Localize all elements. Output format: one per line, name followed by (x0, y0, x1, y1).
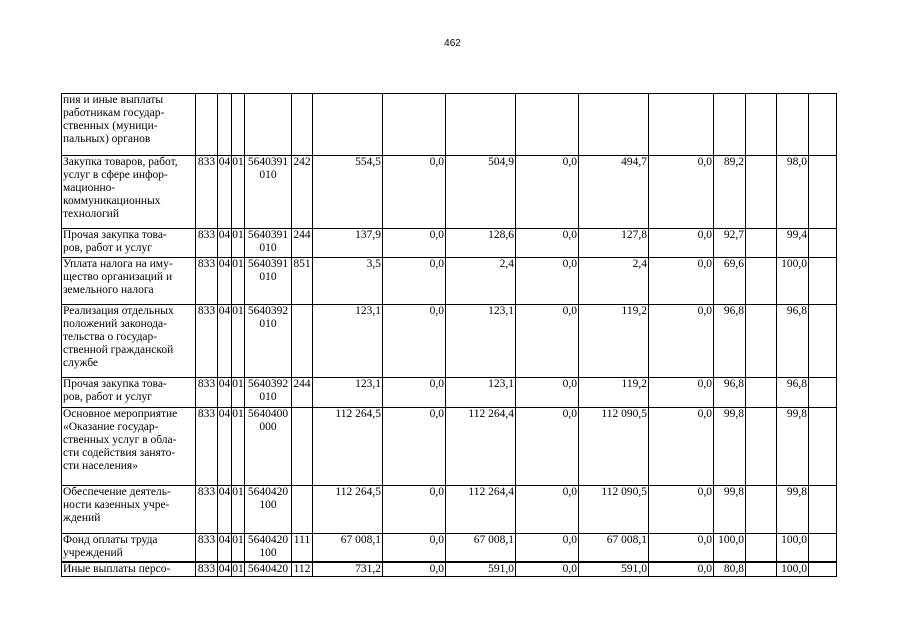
cell-value-6: 0,0 (649, 229, 714, 258)
cell-percent-2 (746, 408, 777, 486)
cell-value-3: 67 008,1 (446, 534, 516, 562)
cell-value-4: 0,0 (516, 534, 579, 562)
cell-value-5 (579, 94, 649, 156)
cell-value-1: 112 264,5 (313, 486, 383, 534)
cell-value-2: 0,0 (383, 534, 446, 562)
cell-value-3: 2,4 (446, 258, 516, 305)
cell-rz: 04 (218, 408, 232, 486)
table-row (62, 305, 837, 378)
cell-csr: 5640420 100 (245, 534, 292, 562)
table-row (62, 486, 837, 534)
cell-value-3: 128,6 (446, 229, 516, 258)
cell-value-2: 0,0 (383, 305, 446, 378)
cell-value-3 (446, 94, 516, 156)
row-name: Реализация отдельных положений законода- тельства о государ- ственной гражданской службе (62, 305, 196, 378)
cell-value-4: 0,0 (516, 562, 579, 577)
cell-value-6: 0,0 (649, 562, 714, 577)
cell-value-2: 0,0 (383, 258, 446, 305)
page-number: 462 (444, 38, 461, 49)
cell-vr: 112 (292, 562, 313, 577)
cell-blank (809, 486, 837, 534)
cell-value-4: 0,0 (516, 229, 579, 258)
table-row (62, 229, 837, 258)
cell-percent-3: 100,0 (777, 534, 809, 562)
cell-value-6: 0,0 (649, 258, 714, 305)
row-name: Фонд оплаты труда учреждений (62, 534, 196, 562)
cell-value-6: 0,0 (649, 486, 714, 534)
cell-value-1: 112 264,5 (313, 408, 383, 486)
cell-vr (292, 94, 313, 156)
cell-blank (809, 408, 837, 486)
table-row (62, 562, 837, 577)
cell-rz: 04 (218, 156, 232, 229)
row-name: Обеспечение деятель- ности казенных учре- ждений (62, 486, 196, 534)
cell-value-5: 591,0 (579, 562, 649, 577)
cell-grbs: 833 (196, 408, 218, 486)
cell-percent-1: 96,8 (714, 305, 746, 378)
cell-percent-2 (746, 378, 777, 408)
cell-value-4: 0,0 (516, 305, 579, 378)
cell-value-4: 0,0 (516, 408, 579, 486)
cell-vr: 851 (292, 258, 313, 305)
table-row (62, 534, 837, 562)
cell-value-5: 2,4 (579, 258, 649, 305)
row-name: Иные выплаты персо- (62, 562, 196, 577)
cell-value-1: 137,9 (313, 229, 383, 258)
cell-pr: 01 (232, 258, 245, 305)
cell-value-2: 0,0 (383, 378, 446, 408)
cell-percent-1 (714, 94, 746, 156)
cell-percent-1: 99,8 (714, 486, 746, 534)
cell-blank (809, 258, 837, 305)
cell-csr: 5640400 000 (245, 408, 292, 486)
cell-percent-3: 96,8 (777, 378, 809, 408)
cell-value-1: 123,1 (313, 305, 383, 378)
cell-percent-3: 100,0 (777, 562, 809, 577)
cell-rz: 04 (218, 229, 232, 258)
cell-percent-2 (746, 562, 777, 577)
cell-csr (245, 94, 292, 156)
cell-csr: 5640391 010 (245, 229, 292, 258)
cell-value-5: 112 090,5 (579, 486, 649, 534)
cell-value-2: 0,0 (383, 408, 446, 486)
cell-value-2: 0,0 (383, 229, 446, 258)
cell-value-3: 591,0 (446, 562, 516, 577)
cell-blank (809, 305, 837, 378)
cell-pr: 01 (232, 156, 245, 229)
cell-pr: 01 (232, 408, 245, 486)
cell-vr (292, 486, 313, 534)
cell-value-4: 0,0 (516, 486, 579, 534)
cell-pr: 01 (232, 486, 245, 534)
cell-value-4: 0,0 (516, 156, 579, 229)
cell-value-6: 0,0 (649, 156, 714, 229)
cell-percent-2 (746, 156, 777, 229)
row-name: Прочая закупка това- ров, работ и услуг (62, 378, 196, 408)
cell-percent-2 (746, 229, 777, 258)
row-name: Уплата налога на иму- щество организаций и земельного налога (62, 258, 196, 305)
cell-value-6: 0,0 (649, 305, 714, 378)
cell-percent-3 (777, 94, 809, 156)
table-row (62, 156, 837, 229)
cell-percent-1: 80,8 (714, 562, 746, 577)
cell-value-1: 123,1 (313, 378, 383, 408)
cell-percent-1: 69,6 (714, 258, 746, 305)
cell-grbs: 833 (196, 378, 218, 408)
cell-value-5: 494,7 (579, 156, 649, 229)
cell-pr: 01 (232, 305, 245, 378)
cell-rz: 04 (218, 378, 232, 408)
cell-percent-1: 100,0 (714, 534, 746, 562)
cell-value-2: 0,0 (383, 486, 446, 534)
cell-value-5: 67 008,1 (579, 534, 649, 562)
cell-value-4 (516, 94, 579, 156)
cell-percent-1: 96,8 (714, 378, 746, 408)
cell-percent-3: 98,0 (777, 156, 809, 229)
cell-value-1: 554,5 (313, 156, 383, 229)
cell-csr: 5640392 010 (245, 305, 292, 378)
cell-pr: 01 (232, 378, 245, 408)
cell-value-1: 731,2 (313, 562, 383, 577)
cell-blank (809, 229, 837, 258)
cell-percent-2 (746, 534, 777, 562)
cell-csr: 5640420 (245, 562, 292, 577)
cell-rz: 04 (218, 534, 232, 562)
row-name: Основное мероприятие «Оказание государ- ственных услуг в обла- сти содействия занято- сти населения» (62, 408, 196, 486)
cell-value-2: 0,0 (383, 156, 446, 229)
row-name: Закупка товаров, работ, услуг в сфере инфор- мационно- коммуникационных технологий (62, 156, 196, 229)
cell-grbs: 833 (196, 258, 218, 305)
cell-value-3: 123,1 (446, 305, 516, 378)
cell-value-1: 3,5 (313, 258, 383, 305)
cell-percent-1: 92,7 (714, 229, 746, 258)
cell-percent-2 (746, 258, 777, 305)
cell-percent-1: 89,2 (714, 156, 746, 229)
budget-table (61, 93, 837, 577)
cell-vr: 244 (292, 378, 313, 408)
cell-value-3: 112 264,4 (446, 408, 516, 486)
cell-value-4: 0,0 (516, 378, 579, 408)
cell-value-5: 119,2 (579, 305, 649, 378)
cell-grbs: 833 (196, 534, 218, 562)
cell-pr (232, 94, 245, 156)
cell-rz: 04 (218, 258, 232, 305)
cell-value-6: 0,0 (649, 534, 714, 562)
cell-percent-3: 96,8 (777, 305, 809, 378)
cell-percent-1: 99,8 (714, 408, 746, 486)
row-name: пия и иные выплаты работникам государ- ственных (муници- пальных) органов (62, 94, 196, 156)
cell-value-3: 112 264,4 (446, 486, 516, 534)
cell-percent-3: 99,4 (777, 229, 809, 258)
cell-value-3: 504,9 (446, 156, 516, 229)
cell-value-6 (649, 94, 714, 156)
cell-rz: 04 (218, 562, 231, 575)
cell-vr: 244 (292, 229, 313, 258)
cell-value-1 (313, 94, 383, 156)
cell-rz: 04 (218, 305, 232, 378)
cell-value-6: 0,0 (649, 378, 714, 408)
cell-csr: 5640391 010 (245, 156, 292, 229)
cell-blank (809, 156, 837, 229)
cell-csr: 5640392 010 (245, 378, 292, 408)
cell-vr (292, 305, 313, 378)
cell-value-2 (383, 94, 446, 156)
cell-grbs: 833 (196, 486, 218, 534)
cell-csr: 5640420 100 (245, 486, 292, 534)
table-row (62, 258, 837, 305)
cell-percent-3: 99,8 (777, 408, 809, 486)
table-row (62, 408, 837, 486)
cell-grbs: 833 (196, 562, 218, 577)
cell-pr: 01 (232, 534, 245, 562)
cell-percent-3: 100,0 (777, 258, 809, 305)
cell-percent-2 (746, 486, 777, 534)
cell-pr: 01 (232, 229, 245, 258)
cell-percent-2 (746, 94, 777, 156)
cell-value-3: 123,1 (446, 378, 516, 408)
cell-blank (809, 378, 837, 408)
cell-percent-2 (746, 305, 777, 378)
cell-rz: 04 (218, 486, 232, 534)
cell-rz (218, 94, 232, 156)
cell-blank (809, 534, 837, 562)
cell-blank (809, 94, 837, 156)
row-name: Прочая закупка това- ров, работ и услуг (62, 229, 196, 258)
cell-value-5: 119,2 (579, 378, 649, 408)
cell-grbs: 833 (196, 156, 218, 229)
table-row (62, 94, 837, 156)
cell-grbs: 833 (196, 229, 218, 258)
cell-value-1: 67 008,1 (313, 534, 383, 562)
cell-percent-3: 99,8 (777, 486, 809, 534)
cell-value-4: 0,0 (516, 258, 579, 305)
table-row (62, 378, 837, 408)
cell-grbs (196, 94, 218, 156)
cell-value-5: 127,8 (579, 229, 649, 258)
cell-vr: 111 (292, 534, 313, 562)
cell-value-5: 112 090,5 (579, 408, 649, 486)
cell-pr: 01 (232, 562, 244, 575)
cell-blank (809, 562, 837, 577)
cell-grbs: 833 (196, 305, 218, 378)
cell-vr: 242 (292, 156, 313, 229)
cell-csr: 5640391 010 (245, 258, 292, 305)
cell-vr (292, 408, 313, 486)
cell-value-6: 0,0 (649, 408, 714, 486)
cell-value-2: 0,0 (383, 562, 446, 577)
